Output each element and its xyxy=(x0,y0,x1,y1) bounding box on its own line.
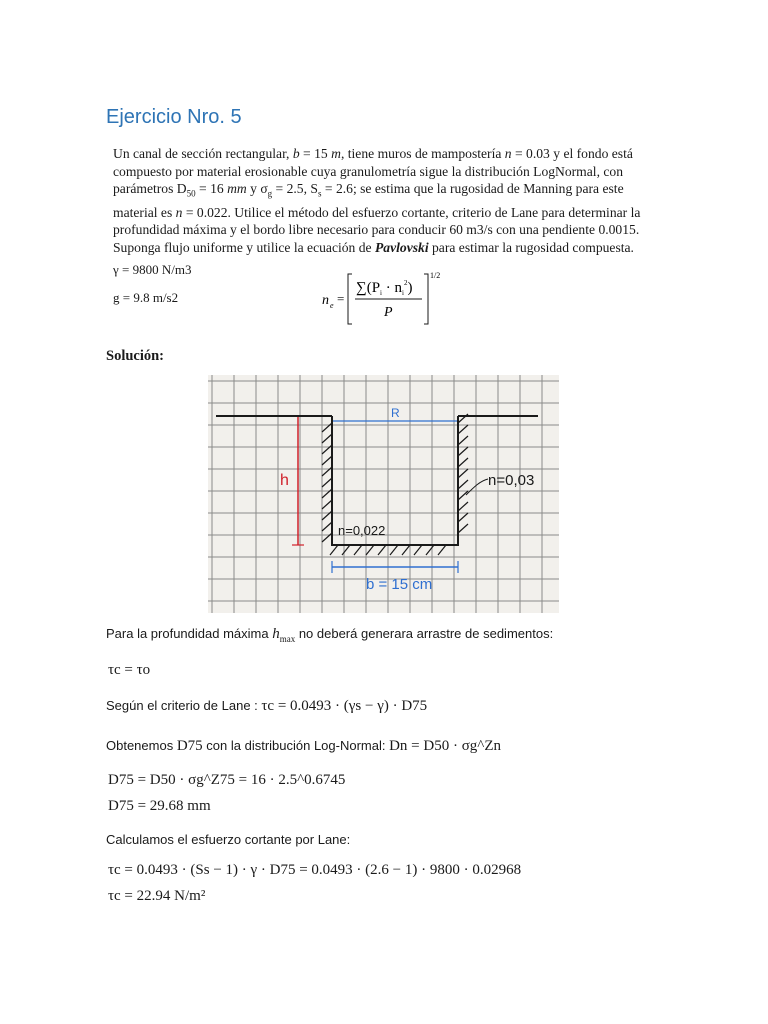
hatch-mark xyxy=(322,445,332,454)
bed-roughness-label: n=0,022 xyxy=(338,523,386,538)
channel-sketch xyxy=(208,375,559,613)
hatch-mark xyxy=(322,456,332,465)
hatch-mark xyxy=(322,500,332,509)
hatch-mark xyxy=(322,423,332,432)
depth-label: h xyxy=(280,472,289,489)
hatch-mark xyxy=(438,545,446,555)
hatch-mark xyxy=(322,489,332,498)
hatch-mark xyxy=(458,458,468,467)
wall-roughness-label: n=0,03 xyxy=(488,472,535,489)
hatch-mark xyxy=(322,478,332,487)
eq-d75-result: D75 = 29.68 mm xyxy=(108,798,211,814)
formula-numerator: $\sum(P_i \cdot n_i^2)$ xyxy=(356,279,413,297)
bank-label: R xyxy=(391,406,400,420)
hatch-mark xyxy=(322,522,332,531)
hatch-mark xyxy=(366,545,374,555)
formula-denominator: P xyxy=(384,305,393,320)
eq-tau-result: τc = 22.94 N/m² xyxy=(108,888,206,904)
problem-statement xyxy=(113,145,643,256)
hatch-mark xyxy=(458,524,468,533)
hatch-mark xyxy=(402,545,410,555)
hatch-mark xyxy=(458,447,468,456)
hatch-mark xyxy=(458,425,468,434)
hatch-mark xyxy=(458,480,468,489)
hatch-mark xyxy=(322,533,332,542)
given-g: g = 9.8 m/s2 xyxy=(113,290,179,305)
solution-heading: Solución: xyxy=(106,348,165,364)
statement-line-1: Un canal de sección rectangular, b = 15 m, tiene muros de mampostería n = 0.03 y el fondo está xyxy=(113,146,633,161)
para-lane: Según el criterio de Lane : τc = 0.0493 · (γs − γ) · D75 xyxy=(106,698,428,714)
eq-d75-calc: D75 = D50 · σg^Z75 = 16 · 2.5^0.6745 xyxy=(108,772,346,788)
channel-sketch-photo xyxy=(208,375,559,613)
hatch-mark xyxy=(378,545,386,555)
left-bracket xyxy=(348,274,352,324)
hatch-mark xyxy=(354,545,362,555)
hatch-mark xyxy=(458,436,468,445)
hatch-mark xyxy=(426,545,434,555)
statement-line-6: Suponga flujo uniforme y utilice la ecuación de Pavlovski para estimar la rugosidad compuesta. xyxy=(113,239,634,255)
para-max-depth: Para la profundidad máxima $h_{max}$ no deberá generara arrastre de sedimentos: xyxy=(106,626,554,644)
statement-line-3: parámetros $D_{50} = 16$ mm y $\sigma_g = 2.5$, $S_s = 2.6$; se estima que la rugosidad de Manning para este xyxy=(113,181,624,199)
given-gamma: γ = 9800 N/m3 xyxy=(113,262,192,277)
hatch-mark xyxy=(330,545,338,555)
svg-text:=: = xyxy=(337,291,345,306)
para-shear: Calculamos el esfuerzo cortante por Lane: xyxy=(106,832,351,847)
hatch-mark xyxy=(414,545,422,555)
eq-tau-calc: τc = 0.0493 · (Ss − 1) · γ · D75 = 0.0493 · (2.6 − 1) · 9800 · 0.02968 xyxy=(108,862,522,878)
formula-exponent: 1/2 xyxy=(430,271,441,280)
hatch-mark xyxy=(342,545,350,555)
statement-line-5: profundidad máxima y el bordo libre necesario para conducir 60 m3/s con una pendiente 0.0015. xyxy=(113,222,640,238)
hatch-mark xyxy=(390,545,398,555)
para-lognormal: Obtenemos D75 con la distribución Log-Normal: Dn = D50 · σg^Zn xyxy=(106,738,502,754)
hatch-mark xyxy=(322,511,332,520)
statement-line-2: compuesto por material erosionable cuya granulometría sigue la distribución LogNormal, con xyxy=(113,163,623,179)
hatch-mark xyxy=(458,491,468,500)
hatch-mark xyxy=(458,513,468,522)
eq-tau-equality: τc = τo xyxy=(108,662,151,678)
pavlovski-formula xyxy=(318,268,458,328)
right-bracket xyxy=(424,274,428,324)
hatch-mark xyxy=(322,467,332,476)
statement-line-4: material es n = 0.022. Utilice el método del esfuerzo cortante, criterio de Lane para determinar la xyxy=(113,204,641,220)
width-label: b = 15 cm xyxy=(366,576,433,593)
hatch-mark xyxy=(458,502,468,511)
hatch-mark xyxy=(322,434,332,443)
wall-roughness-leader xyxy=(466,479,488,495)
formula-lhs-sub: e xyxy=(330,301,334,310)
hatch-mark xyxy=(458,469,468,478)
exercise-title: Ejercicio Nro. 5 xyxy=(106,106,242,128)
formula-lhs: n xyxy=(322,293,329,308)
